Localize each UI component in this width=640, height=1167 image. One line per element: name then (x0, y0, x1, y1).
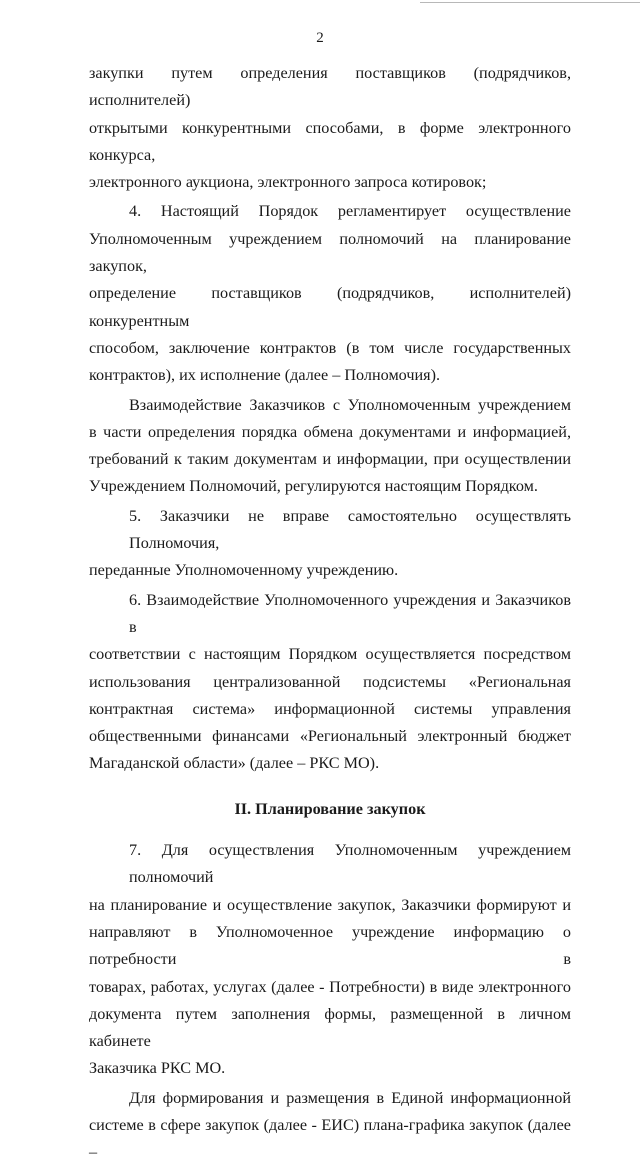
page-number: 2 (316, 30, 324, 46)
paragraph-7 (89, 837, 571, 1083)
text-line: использования централизованной подсистемы «Региональная (89, 672, 571, 691)
text-line: Для формирования и размещения в Единой информационной (129, 1088, 571, 1107)
text-line: требований к таким документам и информации, при осуществлении (89, 450, 571, 469)
text-line: на планирование и осуществление закупок, Заказчики формируют и (89, 895, 571, 914)
text-line: в части определения порядка обмена документами и информацией, (89, 422, 571, 441)
text-line: Магаданской области» (далее – РКС МО). (89, 754, 380, 773)
text-line: направляют в Уполномоченное учреждение информацию о потребности в (89, 922, 571, 969)
text-line: 5. Заказчики не вправе самостоятельно осуществлять Полномочия, (129, 506, 571, 553)
text-line: системе в сфере закупок (далее - ЕИС) плана-графика закупок (далее – (89, 1115, 571, 1162)
text-line: переданные Уполномоченному учреждению. (89, 561, 399, 580)
paragraph-4 (89, 198, 571, 389)
paragraph-6 (89, 587, 571, 778)
document-body (89, 60, 571, 1167)
text-line: товарах, работах, услугах (далее - Потребности) в виде электронного (89, 977, 571, 996)
paragraph-plan-schedule (89, 1085, 571, 1167)
text-line: 7. Для осуществления Уполномоченным учреждением полномочий (129, 841, 571, 887)
paragraph-continuation (89, 60, 571, 196)
text-line: Заказчика РКС МО. (89, 1059, 226, 1078)
text-line: определение поставщиков (подрядчиков, исполнителей) конкурентным (89, 284, 571, 330)
text-line: закупки путем определения поставщиков (подрядчиков, исполнителей) (89, 64, 571, 110)
text-line: открытыми конкурентными способами, в форме электронного конкурса, (89, 118, 571, 164)
paragraph-interaction (89, 392, 571, 501)
text-line: способом, заключение контрактов (в том числе государственных (89, 338, 571, 357)
text-line: контрактная система» информационной системы управления (89, 699, 571, 718)
text-line: документа путем заполнения формы, размещенной в личном кабинете (89, 1004, 571, 1051)
text-line: Учреждением Полномочий, регулируются настоящим Порядком. (89, 477, 538, 496)
text-line: Уполномоченным учреждением полномочий на планирование закупок, (89, 229, 571, 276)
text-line: 4. Настоящий Порядок регламентирует осуществление (129, 202, 571, 221)
text-line: общественными финансами «Региональный электронный бюджет (89, 727, 571, 746)
top-edge-rule (420, 2, 640, 3)
text-line: 6. Взаимодействие Уполномоченного учреждения и Заказчиков в (129, 590, 571, 636)
text-line: соответствии с настоящим Порядком осуществляется посредством (89, 645, 571, 664)
text-line: электронного аукциона, электронного запроса котировок; (89, 173, 487, 192)
text-line: контрактов), их исполнение (далее – Полномочия). (89, 366, 441, 385)
text-line: Взаимодействие Заказчиков с Уполномоченным учреждением (129, 395, 571, 414)
paragraph-5 (89, 503, 571, 585)
section-heading: II. Планирование закупок (234, 799, 426, 818)
